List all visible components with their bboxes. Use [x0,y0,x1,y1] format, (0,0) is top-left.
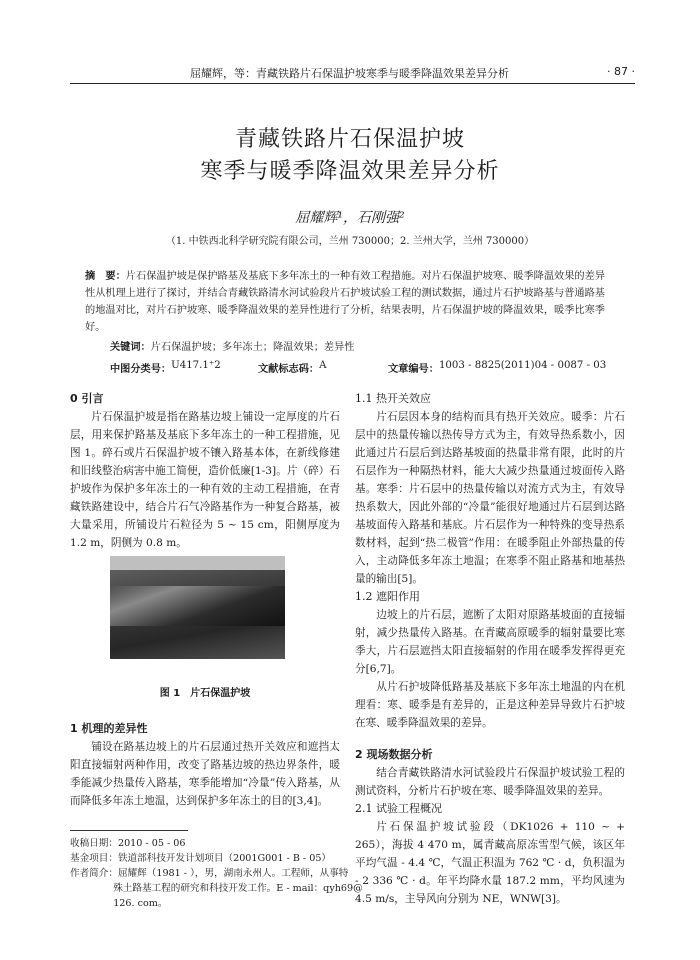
clc-label: 中图分类号： [110,363,172,375]
affiliation: （1. 中铁西北科学研究院有限公司，兰州 730000；2. 兰州大学，兰州 730000） [165,236,535,247]
footnote-rule [70,830,188,831]
section-1-1-heading: 1.1 热开关效应 [355,392,431,405]
figure-sky [110,556,285,570]
figure-1-caption: 图 1 片石保温护坡 [159,688,251,699]
keywords-label: 关键词： [110,342,151,353]
footnote-received: 收稿日期：2010 - 05 - 06 [70,838,186,849]
abstract-text: 片石保温护坡是保护路基及基底下多年冻土的一种有效工程措施。对片石保温护坡寒、暖季降温效果的差异性从机理上进行了探讨，并结合青藏铁路清水河试验段片石护坡试验工程的测试数据，通过片石护坡路基与普通路基的地温对比，对片石护坡寒、暖季降温效果的差异性进行了分析，结果表明，片石保温护坡的降温效果，暖季比寒季好。 [85,271,606,333]
section-2-paragraph: 结合青藏铁路清水河试验段片石保温护坡试验工程的测试资料，分析片石护坡在寒、暖季降温效果的差异。 [355,767,625,797]
section-1-2-paragraph-b: 从片石护坡降低路基及基底下多年冻土地温的内在机理看：寒、暖季是有差异的，正是这种差异导致片石护坡在寒、暖季降温效果的差异。 [355,681,625,729]
keywords-text: 片石保温护坡；多年冻土；降温效果；差异性 [150,342,355,353]
section-1-heading: 1 机理的差异性 [70,722,148,735]
abstract [85,268,605,336]
section-0-heading: 0 引言 [70,392,104,405]
footnote-fund: 基金项目：铁道部科技开发计划项目（2001G001 - B - 05） [70,853,332,864]
section-0-paragraph: 片石保温护坡是指在路基边坡上铺设一定厚度的片石层，用来保护路基及基底下多年冻土的一种工程措施，见图 1。碎石或片石保温护坡不镶入路基本体，在新线修建和旧线整治病害中施工简便，造价低廉[1-3]。片（碎）石护坡作为保护多年冻土的一种有效的主动工程措施，在青藏铁路建设中，结合片石气冷路基作为一种复合路基，被大量采用，所铺设片石粒径为 5 ~ 15 cm，阳侧厚度为 1.2 m，阴侧为 0.8 m。 [70,411,340,549]
right-column [355,390,625,908]
clc-code: U417.1⁺2 [171,360,221,371]
page-number: · 87 · [607,65,635,78]
footnote-author-2: 殊土路基工程的研究和科技开发工作。E - mail：qyh69@ [113,883,363,894]
header-rule [70,83,635,84]
article-no: 1003 - 8825(2011)04 - 0087 - 03 [438,360,607,371]
left-column-bottom [70,720,340,810]
doc-code-label: 文献标志码： [258,363,320,375]
section-2-1-heading: 2.1 试验工程概况 [355,802,442,815]
figure-rock-slope [110,586,285,626]
footnotes [70,836,363,911]
keywords [110,339,605,356]
section-1-2-paragraph-a: 边坡上的片石层，遮断了太阳对原路基坡面的直接辐射，减少热量传入路基。在青藏高原暖季的辐射量要比寒季大，片石层遮挡太阳直接辐射的作用在暖季发挥得更充分[6,7]。 [355,609,625,675]
article-no-label: 文章编号： [388,363,439,375]
section-2-heading: 2 现场数据分析 [355,748,433,761]
abstract-label: 摘 要： [85,271,126,282]
title-line-1: 青藏铁路片石保温护坡 [234,127,465,152]
title-line-2: 寒季与暖季降温效果差异分析 [200,159,500,184]
section-2-1-paragraph: 片石保温护坡试验段（DK1026 + 110 ~ + 265），海拔 4 470 m，属青藏高原冻雪型气候，该区年平均气温 - 4.4 ℃，气温正积温为 762 ℃ · d，负积温为 - 2 336 ℃ · d。年平均降水量 187.2 mm，平均风速为 4.5 m/s，主导风向分别为 NE，WNW[3]。 [355,821,625,905]
figure-1-photo [110,556,285,659]
authors: 屈耀辉¹，石刚强² [295,210,405,226]
left-column-top [70,390,340,552]
footnote-author-3: 126. com。 [113,898,168,909]
running-title: 屈耀辉，等：青藏铁路片石保温护坡寒季与暖季降温效果差异分析 [190,67,509,80]
section-1-1-paragraph: 片石层因本身的结构而具有热开关效应。暖季：片石层中的热量传输以热传导方式为主，有效导热系数小，因此通过片石层后到达路基坡面的热量非常有限，此时的片石层作为一种隔热材料，能大大减少热量通过坡面传入路基。寒季：片石层中的热量传输以对流方式为主，有效导热系数大，因此外部的“冷量”能很好地通过片石层到达路基坡面传入路基和基底。片石层作为一种特殊的变导热系数材料，起到“热二极管”作用：在暖季阻止外部热量的传入，主动降低多年冻土地温；在寒季不阻止路基和地基热量的输出[5]。 [355,411,625,585]
section-1-paragraph: 铺设在路基边坡上的片石层通过热开关效应和遮挡太阳直接辐射两种作用，改变了路基边坡的热边界条件，暖季能减少热量传入路基，寒季能增加“冷量”传入路基，从而降低多年冻土地温，达到保护多年冻土的目的[3,4]。 [70,741,340,807]
footnote-author-1: 作者简介：屈耀辉（1981 - ），男，湖南永州人。工程师，从事特 [70,868,349,879]
doc-code: A [319,360,327,371]
section-1-2-heading: 1.2 遮阳作用 [355,590,420,603]
